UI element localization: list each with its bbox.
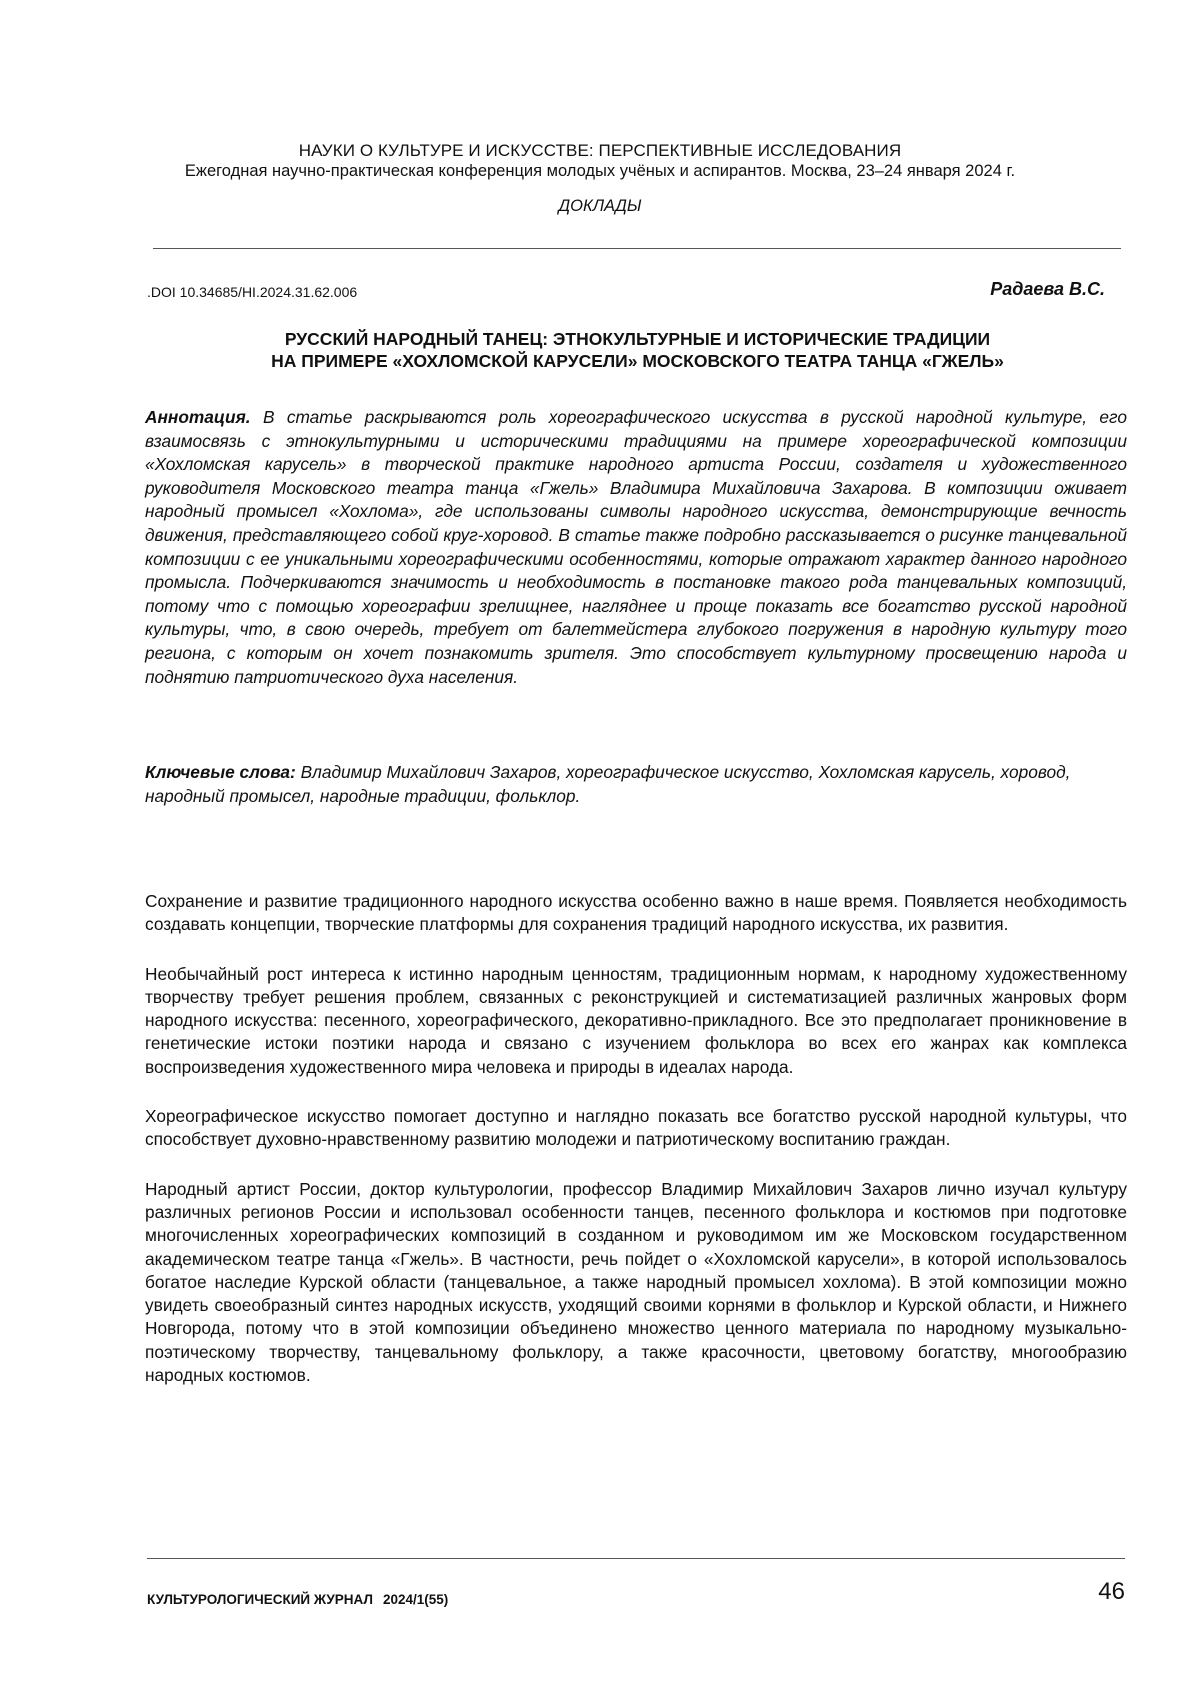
author-name: Радаева В.С. (990, 279, 1105, 299)
article-title (150, 328, 1125, 372)
header-divider (153, 248, 1121, 249)
body-paragraph-2: Необычайный рост интереса к истинно народным ценностям, традиционным нормам, к народному художественному творчеству требует решения проблем, связанных с реконструкцией и систематизацией различных жанровых форм народного искусства: песенного, хореографического, декоративно-прикладного. Все это предполагает проникновение в генетические истоки поэтики народа и связано с изучением фольклора во всех его жанрах как комплекса воспроизведения художественного мира человека и природы в идеалах народа. (145, 963, 1127, 1077)
keywords (145, 761, 1127, 808)
journal-name: КУЛЬТУРОЛОГИЧЕСКИЙ ЖУРНАЛ (147, 1592, 373, 1607)
article-title-line-1: РУССКИЙ НАРОДНЫЙ ТАНЕЦ: ЭТНОКУЛЬТУРНЫЕ И ИСТОРИЧЕСКИЕ ТРАДИЦИИ (284, 329, 991, 349)
journal-issue: 2024/1(55) (382, 1592, 449, 1607)
abstract-label: Аннотация. (145, 407, 251, 427)
abstract (145, 406, 1127, 689)
doi-identifier: .DOI 10.34685/HI.2024.31.62.006 (147, 284, 358, 300)
conference-subtitle: Ежегодная научно-практическая конференция молодых учёных и аспирантов. Москва, 23–24 января 2024 г. (184, 162, 1016, 180)
body-paragraph-3: Хореографическое искусство помогает доступно и наглядно показать все богатство русской народной культуры, что способствует духовно-нравственному развитию молодежи и патриотическому воспитанию граждан. (145, 1106, 1127, 1150)
page-number: 46 (1098, 1578, 1125, 1605)
footer-journal (147, 1592, 448, 1607)
body-paragraph-4: Народный артист России, доктор культурологии, профессор Владимир Михайлович Захаров лично изучал культуру различных регионов России и использовал особенности танцев, песенного фольклора и костюмов при подготовке многочисленных хореографических композиций в созданном и руководимом им же Московском государственном академическом театре танца «Гжель». В частности, речь пойдет о «Хохломской карусели», в которой использовалось богатое наследие Курской области (танцевальное, а также народный промысел хохлома). В этой композиции можно увидеть своеобразный синтез народных искусств, уходящий своими корнями в фольклор и Курской области, и Нижнего Новгорода, потому что в этой композиции объединено множество ценного материала по народному музыкально-поэтическому творчеству, танцевальному фольклору, а также красочности, цветовому богатству, многообразию народных костюмов. (145, 1178, 1127, 1386)
article-body (145, 890, 1127, 1413)
conference-header (0, 141, 1200, 216)
keywords-text: Владимир Михайлович Захаров, хореографическое искусство, Хохломская карусель, хоровод, народный промысел, народные традиции, фольклор. (145, 762, 1071, 806)
footer-divider (147, 1558, 1125, 1559)
conference-title: НАУКИ О КУЛЬТУРЕ И ИСКУССТВЕ: ПЕРСПЕКТИВНЫЕ ИССЛЕДОВАНИЯ (298, 141, 902, 160)
keywords-label: Ключевые слова: (145, 762, 296, 782)
article-title-line-2: НА ПРИМЕРЕ «ХОХЛОМСКОЙ КАРУСЕЛИ» МОСКОВСКОГО ТЕАТРА ТАНЦА «ГЖЕЛЬ» (271, 351, 1004, 371)
body-paragraph-1: Сохранение и развитие традиционного народного искусства особенно важно в наше время. Появляется необходимость создавать концепции, творческие платформы для сохранения традиций народного искусства, их развития. (145, 891, 1127, 935)
abstract-text: В статье раскрываются роль хореографического искусства в русской народной культуре, его взаимосвязь с этнокультурными и историческими традициями на примере хореографической композиции «Хохломская карусель» в творческой практике народного артиста России, создателя и художественного руководителя Московского театра танца «Гжель» Владимира Михайловича Захарова. В композиции оживает народный промысел «Хохлома», где использованы символы народного искусства, демонстрирующие вечность движения, представляющего собой круг-хоровод. В статье также подробно рассказывается о рисунке танцевальной композиции с ее уникальными хореографическими особенностями, которые отражают характер данного народного промысла. Подчеркиваются значимость и необходимость в постановке такого рода танцевальных композиций, потому что с помощью хореографии зрелищнее, нагляднее и проще показать все богатство русской народной культуры, что, в свою очередь, требует от балетмейстера глубокого погружения в народную культуру того региона, с которым он хочет познакомить зрителя. Это способствует культурному просвещению народа и поднятию патриотического духа населения. (145, 407, 1127, 687)
section-label: ДОКЛАДЫ (558, 197, 642, 215)
